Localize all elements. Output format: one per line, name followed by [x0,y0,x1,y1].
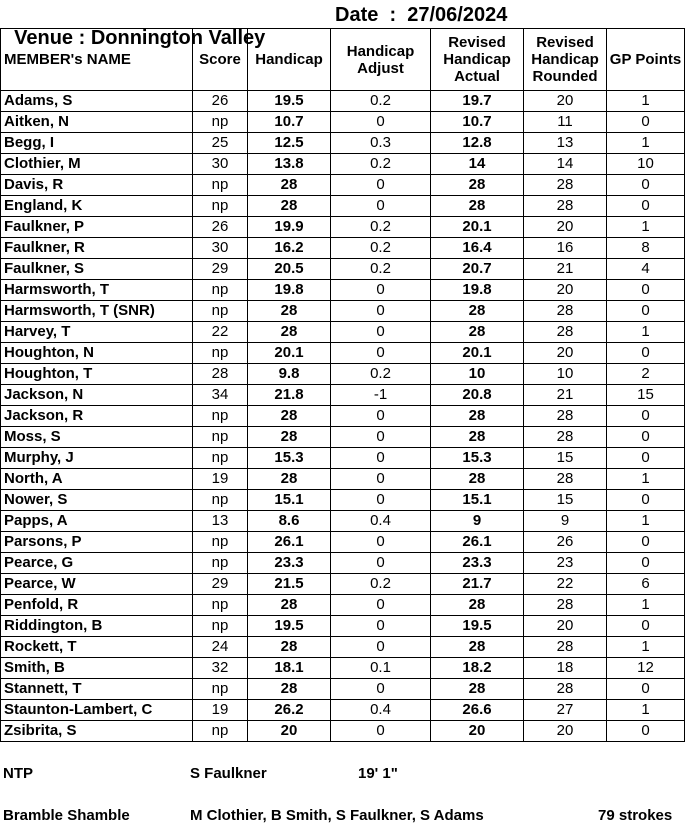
cell-revised-rounded: 20 [524,280,607,301]
cell-name: Smith, B [1,658,193,679]
cell-adjust: 0.2 [331,91,431,112]
cell-revised-rounded: 28 [524,637,607,658]
cell-adjust: 0 [331,553,431,574]
cell-gp-points: 1 [607,637,685,658]
cell-score: 19 [193,700,248,721]
cell-revised-actual: 20.8 [431,385,524,406]
cell-score: np [193,553,248,574]
cell-revised-actual: 15.3 [431,448,524,469]
cell-score: np [193,175,248,196]
cell-revised-actual: 12.8 [431,133,524,154]
cell-gp-points: 0 [607,301,685,322]
cell-revised-rounded: 21 [524,385,607,406]
cell-adjust: 0 [331,490,431,511]
cell-revised-actual: 21.7 [431,574,524,595]
bramble-score: 79 strokes [598,807,673,824]
cell-score: np [193,721,248,742]
cell-gp-points: 0 [607,679,685,700]
cell-name: Papps, A [1,511,193,532]
cell-revised-rounded: 28 [524,175,607,196]
cell-score: 30 [193,154,248,175]
cell-gp-points: 10 [607,154,685,175]
cell-revised-actual: 20.1 [431,343,524,364]
cell-revised-rounded: 27 [524,700,607,721]
cell-gp-points: 1 [607,133,685,154]
cell-adjust: 0.1 [331,658,431,679]
table-row [1,532,685,553]
cell-name: Jackson, N [1,385,193,406]
date-title: Date : 27/06/2024 [335,4,508,26]
table-row [1,637,685,658]
cell-revised-rounded: 20 [524,721,607,742]
cell-revised-rounded: 28 [524,406,607,427]
cell-name: Murphy, J [1,448,193,469]
cell-score: np [193,427,248,448]
cell-gp-points: 1 [607,322,685,343]
cell-adjust: 0 [331,343,431,364]
cell-revised-rounded: 10 [524,364,607,385]
table-row [1,343,685,364]
cell-name: Parsons, P [1,532,193,553]
table-body [1,91,685,742]
cell-score: np [193,406,248,427]
cell-revised-rounded: 9 [524,511,607,532]
cell-handicap: 19.5 [248,91,331,112]
cell-gp-points: 0 [607,427,685,448]
cell-name: Faulkner, S [1,259,193,280]
col-header-score: Score [193,29,248,91]
cell-name: Moss, S [1,427,193,448]
cell-name: England, K [1,196,193,217]
cell-revised-actual: 14 [431,154,524,175]
cell-adjust: 0 [331,175,431,196]
table-row [1,448,685,469]
cell-adjust: 0 [331,112,431,133]
cell-revised-actual: 18.2 [431,658,524,679]
cell-name: Staunton-Lambert, C [1,700,193,721]
ntp-label: NTP [3,765,33,782]
cell-score: 24 [193,637,248,658]
cell-revised-rounded: 28 [524,595,607,616]
cell-score: 30 [193,238,248,259]
cell-handicap: 10.7 [248,112,331,133]
cell-revised-actual: 26.1 [431,532,524,553]
cell-score: 13 [193,511,248,532]
venue-title: Venue : Donnington Valley [14,27,266,49]
table-row [1,469,685,490]
cell-adjust: 0 [331,721,431,742]
table-row [1,133,685,154]
table-row [1,511,685,532]
table-row [1,154,685,175]
cell-adjust: 0 [331,469,431,490]
cell-score: np [193,448,248,469]
cell-name: Begg, I [1,133,193,154]
cell-revised-rounded: 20 [524,217,607,238]
cell-name: Rockett, T [1,637,193,658]
cell-handicap: 9.8 [248,364,331,385]
cell-revised-actual: 28 [431,406,524,427]
cell-handicap: 26.2 [248,700,331,721]
cell-gp-points: 1 [607,595,685,616]
cell-adjust: 0 [331,322,431,343]
cell-revised-actual: 28 [431,469,524,490]
cell-score: np [193,280,248,301]
cell-adjust: 0.4 [331,511,431,532]
cell-revised-rounded: 23 [524,553,607,574]
cell-score: 34 [193,385,248,406]
cell-name: Harvey, T [1,322,193,343]
cell-name: North, A [1,469,193,490]
cell-name: Riddington, B [1,616,193,637]
cell-name: Harmsworth, T [1,280,193,301]
cell-revised-actual: 20.7 [431,259,524,280]
cell-name: Pearce, G [1,553,193,574]
table-row [1,301,685,322]
cell-score: np [193,112,248,133]
cell-gp-points: 0 [607,448,685,469]
cell-revised-actual: 10.7 [431,112,524,133]
cell-adjust: 0 [331,301,431,322]
bramble-team: M Clothier, B Smith, S Faulkner, S Adams [190,807,484,824]
cell-revised-actual: 20 [431,721,524,742]
cell-gp-points: 1 [607,91,685,112]
cell-revised-rounded: 22 [524,574,607,595]
table-row [1,196,685,217]
cell-gp-points: 0 [607,196,685,217]
cell-handicap: 15.3 [248,448,331,469]
table-row [1,427,685,448]
cell-revised-rounded: 20 [524,616,607,637]
cell-handicap: 28 [248,595,331,616]
cell-score: np [193,490,248,511]
table-row [1,406,685,427]
cell-handicap: 20.1 [248,343,331,364]
cell-adjust: 0 [331,406,431,427]
cell-adjust: 0.2 [331,574,431,595]
cell-name: Penfold, R [1,595,193,616]
cell-revised-rounded: 20 [524,91,607,112]
cell-handicap: 16.2 [248,238,331,259]
cell-gp-points: 1 [607,469,685,490]
cell-revised-actual: 23.3 [431,553,524,574]
cell-gp-points: 1 [607,217,685,238]
cell-name: Nower, S [1,490,193,511]
cell-handicap: 28 [248,679,331,700]
cell-gp-points: 2 [607,364,685,385]
cell-adjust: 0.4 [331,700,431,721]
cell-score: np [193,595,248,616]
cell-revised-actual: 19.7 [431,91,524,112]
cell-gp-points: 0 [607,532,685,553]
cell-score: np [193,616,248,637]
cell-adjust: 0 [331,637,431,658]
cell-score: np [193,301,248,322]
cell-gp-points: 15 [607,385,685,406]
table-row [1,112,685,133]
cell-revised-actual: 9 [431,511,524,532]
cell-name: Clothier, M [1,154,193,175]
table-row [1,574,685,595]
cell-adjust: 0.2 [331,238,431,259]
cell-handicap: 28 [248,175,331,196]
cell-adjust: 0 [331,679,431,700]
cell-handicap: 28 [248,322,331,343]
cell-revised-actual: 28 [431,301,524,322]
table-row [1,490,685,511]
ntp-distance: 19' 1" [358,765,398,782]
cell-revised-rounded: 15 [524,490,607,511]
cell-revised-actual: 20.1 [431,217,524,238]
cell-handicap: 21.5 [248,574,331,595]
table-row [1,553,685,574]
cell-revised-actual: 16.4 [431,238,524,259]
cell-name: Faulkner, P [1,217,193,238]
cell-revised-actual: 28 [431,175,524,196]
cell-handicap: 28 [248,301,331,322]
cell-revised-rounded: 11 [524,112,607,133]
cell-revised-rounded: 28 [524,196,607,217]
cell-name: Harmsworth, T (SNR) [1,301,193,322]
cell-name: Pearce, W [1,574,193,595]
cell-handicap: 28 [248,469,331,490]
table-row [1,679,685,700]
cell-revised-actual: 28 [431,427,524,448]
cell-score: 32 [193,658,248,679]
cell-name: Zsibrita, S [1,721,193,742]
cell-revised-actual: 28 [431,196,524,217]
cell-revised-rounded: 18 [524,658,607,679]
cell-gp-points: 8 [607,238,685,259]
results-table [0,28,685,742]
cell-revised-actual: 26.6 [431,700,524,721]
cell-name: Houghton, N [1,343,193,364]
cell-handicap: 15.1 [248,490,331,511]
table-row [1,364,685,385]
cell-handicap: 20 [248,721,331,742]
cell-score: 19 [193,469,248,490]
cell-score: 25 [193,133,248,154]
cell-name: Aitken, N [1,112,193,133]
cell-handicap: 13.8 [248,154,331,175]
cell-adjust: 0.2 [331,259,431,280]
col-header-revised-rounded: Revised Handicap Rounded [524,29,607,91]
cell-handicap: 28 [248,406,331,427]
cell-revised-actual: 19.8 [431,280,524,301]
cell-revised-actual: 28 [431,637,524,658]
table-row [1,700,685,721]
cell-handicap: 8.6 [248,511,331,532]
cell-gp-points: 0 [607,490,685,511]
cell-name: Adams, S [1,91,193,112]
cell-adjust: -1 [331,385,431,406]
cell-score: 29 [193,574,248,595]
cell-revised-actual: 28 [431,322,524,343]
col-header-revised-actual: Revised Handicap Actual [431,29,524,91]
cell-score: 26 [193,91,248,112]
cell-gp-points: 0 [607,280,685,301]
cell-adjust: 0.2 [331,217,431,238]
page-title [3,4,508,49]
cell-gp-points: 0 [607,343,685,364]
cell-name: Davis, R [1,175,193,196]
table-row [1,658,685,679]
table-row [1,259,685,280]
cell-score: np [193,532,248,553]
table-row [1,238,685,259]
table-row [1,217,685,238]
cell-gp-points: 0 [607,721,685,742]
cell-adjust: 0 [331,595,431,616]
cell-handicap: 19.5 [248,616,331,637]
table-row [1,280,685,301]
cell-revised-rounded: 28 [524,301,607,322]
table-header-row [1,29,685,91]
col-header-gp-points: GP Points [607,29,685,91]
cell-revised-rounded: 28 [524,322,607,343]
cell-score: np [193,343,248,364]
cell-adjust: 0 [331,427,431,448]
cell-revised-rounded: 28 [524,679,607,700]
cell-revised-actual: 28 [431,679,524,700]
table-row [1,721,685,742]
cell-handicap: 21.8 [248,385,331,406]
cell-name: Houghton, T [1,364,193,385]
cell-handicap: 28 [248,196,331,217]
cell-revised-actual: 19.5 [431,616,524,637]
table-row [1,385,685,406]
cell-revised-rounded: 28 [524,469,607,490]
cell-handicap: 28 [248,427,331,448]
cell-revised-rounded: 15 [524,448,607,469]
cell-adjust: 0.2 [331,154,431,175]
cell-score: 28 [193,364,248,385]
cell-name: Jackson, R [1,406,193,427]
cell-handicap: 18.1 [248,658,331,679]
cell-handicap: 28 [248,637,331,658]
cell-handicap: 20.5 [248,259,331,280]
table-row [1,91,685,112]
cell-score: 26 [193,217,248,238]
cell-adjust: 0 [331,448,431,469]
cell-score: 29 [193,259,248,280]
cell-gp-points: 1 [607,700,685,721]
col-header-name: MEMBER's NAME [1,29,193,91]
cell-handicap: 19.8 [248,280,331,301]
cell-revised-rounded: 16 [524,238,607,259]
cell-handicap: 23.3 [248,553,331,574]
cell-gp-points: 0 [607,553,685,574]
cell-name: Stannett, T [1,679,193,700]
cell-name: Faulkner, R [1,238,193,259]
table-row [1,322,685,343]
ntp-winner: S Faulkner [190,765,267,782]
cell-gp-points: 1 [607,511,685,532]
cell-score: np [193,196,248,217]
cell-handicap: 12.5 [248,133,331,154]
cell-revised-rounded: 13 [524,133,607,154]
cell-revised-rounded: 21 [524,259,607,280]
cell-revised-rounded: 14 [524,154,607,175]
table-row [1,595,685,616]
cell-gp-points: 12 [607,658,685,679]
cell-score: np [193,679,248,700]
col-header-adjust: Handicap Adjust [331,29,431,91]
cell-gp-points: 6 [607,574,685,595]
cell-revised-actual: 10 [431,364,524,385]
cell-handicap: 19.9 [248,217,331,238]
cell-gp-points: 0 [607,406,685,427]
cell-adjust: 0.3 [331,133,431,154]
cell-revised-actual: 28 [431,595,524,616]
cell-adjust: 0.2 [331,364,431,385]
cell-gp-points: 0 [607,616,685,637]
cell-score: 22 [193,322,248,343]
col-header-handicap: Handicap [248,29,331,91]
bramble-label: Bramble Shamble [3,807,130,824]
cell-adjust: 0 [331,196,431,217]
cell-revised-rounded: 28 [524,427,607,448]
cell-gp-points: 0 [607,112,685,133]
cell-revised-actual: 15.1 [431,490,524,511]
cell-adjust: 0 [331,280,431,301]
table-row [1,175,685,196]
cell-gp-points: 0 [607,175,685,196]
cell-handicap: 26.1 [248,532,331,553]
cell-revised-rounded: 26 [524,532,607,553]
cell-gp-points: 4 [607,259,685,280]
cell-adjust: 0 [331,616,431,637]
cell-adjust: 0 [331,532,431,553]
table-row [1,616,685,637]
cell-revised-rounded: 20 [524,343,607,364]
